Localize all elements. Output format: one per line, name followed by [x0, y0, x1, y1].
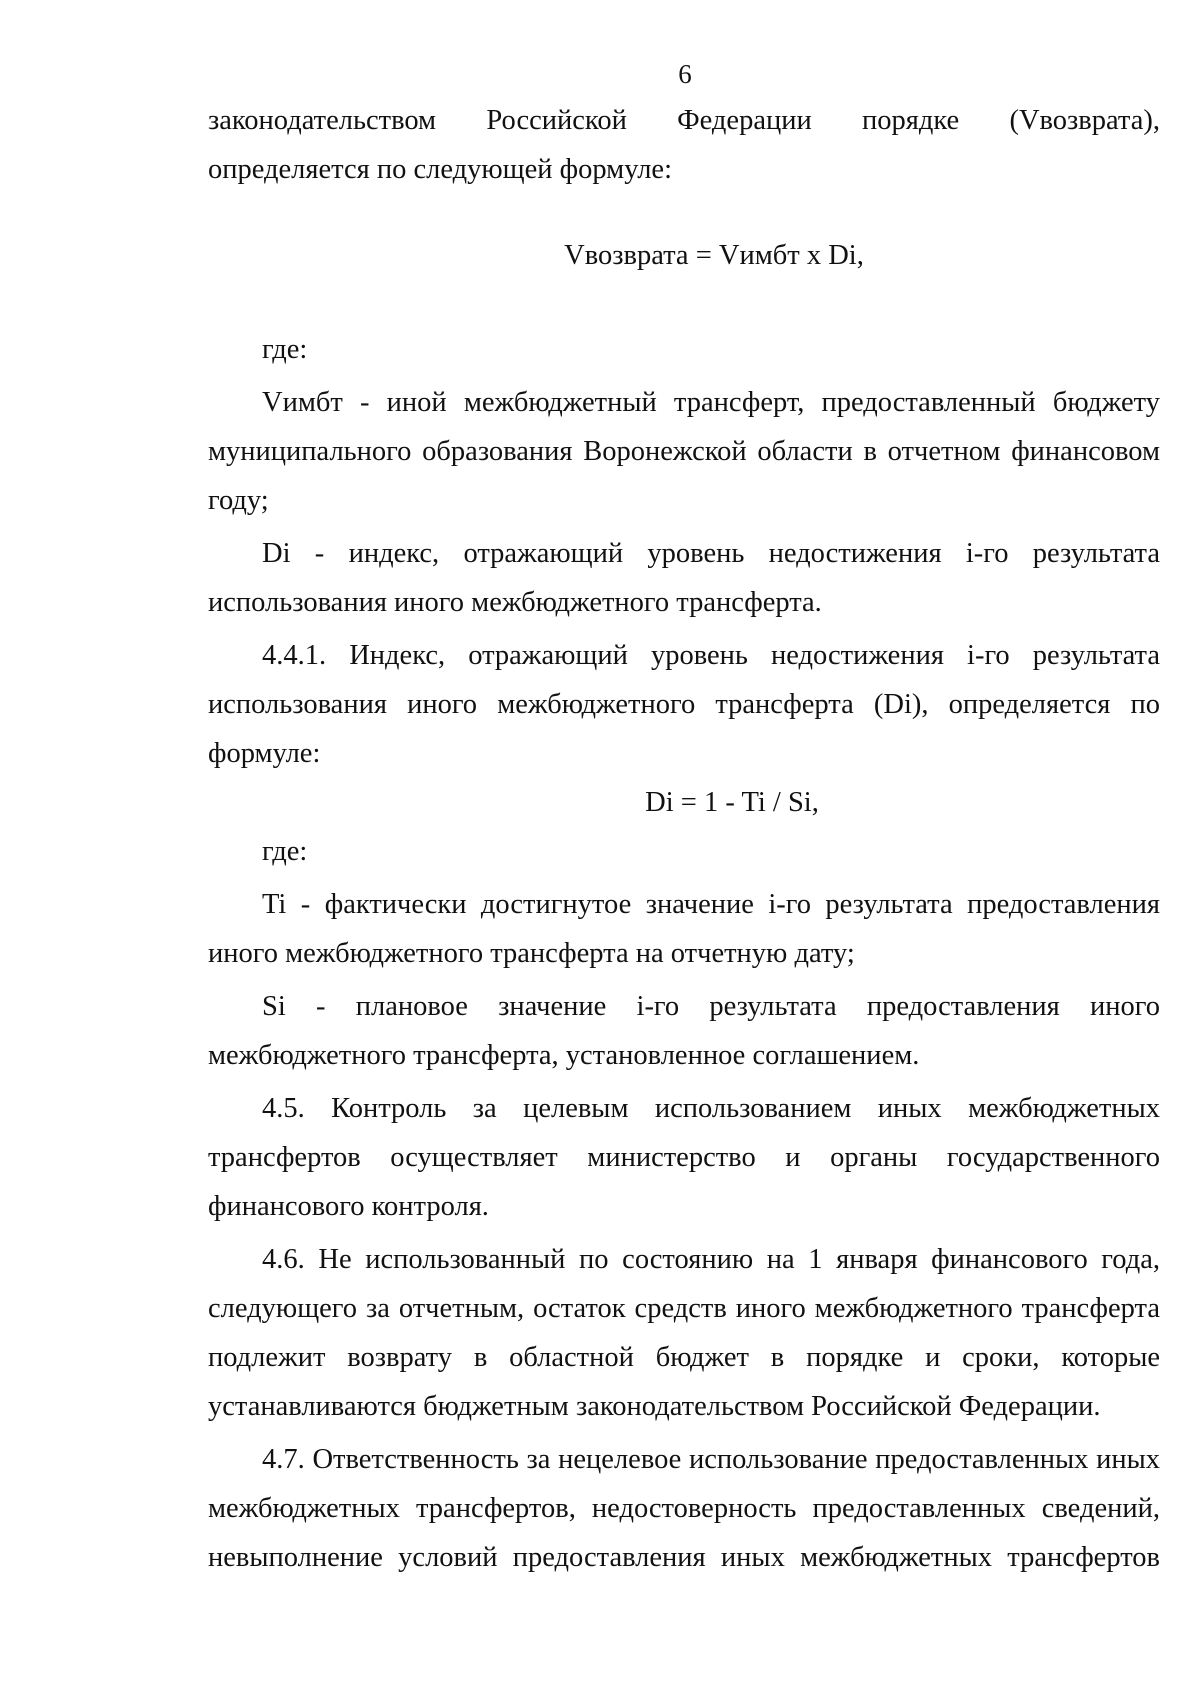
where-label-2: где:: [262, 836, 308, 867]
where-label-1: где:: [262, 334, 308, 365]
formula-return-volume: Vвозврата = Vимбт x Di,: [564, 240, 864, 271]
definition-si: Si - плановое значение i-го результата предоставления иного межбюджетного трансферта, установленное соглашением.: [208, 991, 1160, 1071]
formula-index: Di = 1 - Ti / Si,: [645, 787, 819, 818]
paragraph-4-5: 4.5. Контроль за целевым использованием иных межбюджетных трансфертов осуществляет министерство и органы государственного финансового контроля.: [208, 1093, 1160, 1222]
document-body: [208, 96, 1160, 1582]
paragraph-continuation-line1: законодательством Российской Федерации порядке (Vвозврата),: [208, 105, 1160, 136]
paragraph-4-4-1: 4.4.1. Индекс, отражающий уровень недостижения i-го результата использования иного межбюджетного трансферта (Di), определяется по формуле:: [208, 640, 1160, 769]
definition-vimbt: Vимбт - иной межбюджетный трансферт, предоставленный бюджету муниципального образования Воронежской области в отчетном финансовом году;: [208, 387, 1160, 516]
definition-di: Di - индекс, отражающий уровень недостижения i-го результата использования иного межбюджетного трансферта.: [208, 538, 1160, 618]
paragraph-4-6: 4.6. Не использованный по состоянию на 1 января финансового года, следующего за отчетным, остаток средств иного межбюджетного трансферта подлежит возврату в областной бюджет в порядке и сроки, которые устанавливаются бюджетным законодательством Российской Федерации.: [208, 1244, 1160, 1422]
page-number: 6: [678, 59, 692, 89]
paragraph-4-7: 4.7. Ответственность за нецелевое использование предоставленных иных межбюджетных трансфертов, недостоверность предоставленных сведений, невыполнение условий предоставления иных межбюджетных трансфертов: [208, 1444, 1160, 1573]
definition-ti: Ti - фактически достигнутое значение i-го результата предоставления иного межбюджетного трансферта на отчетную дату;: [208, 889, 1160, 969]
paragraph-continuation-line2: определяется по следующей формуле:: [208, 154, 672, 185]
